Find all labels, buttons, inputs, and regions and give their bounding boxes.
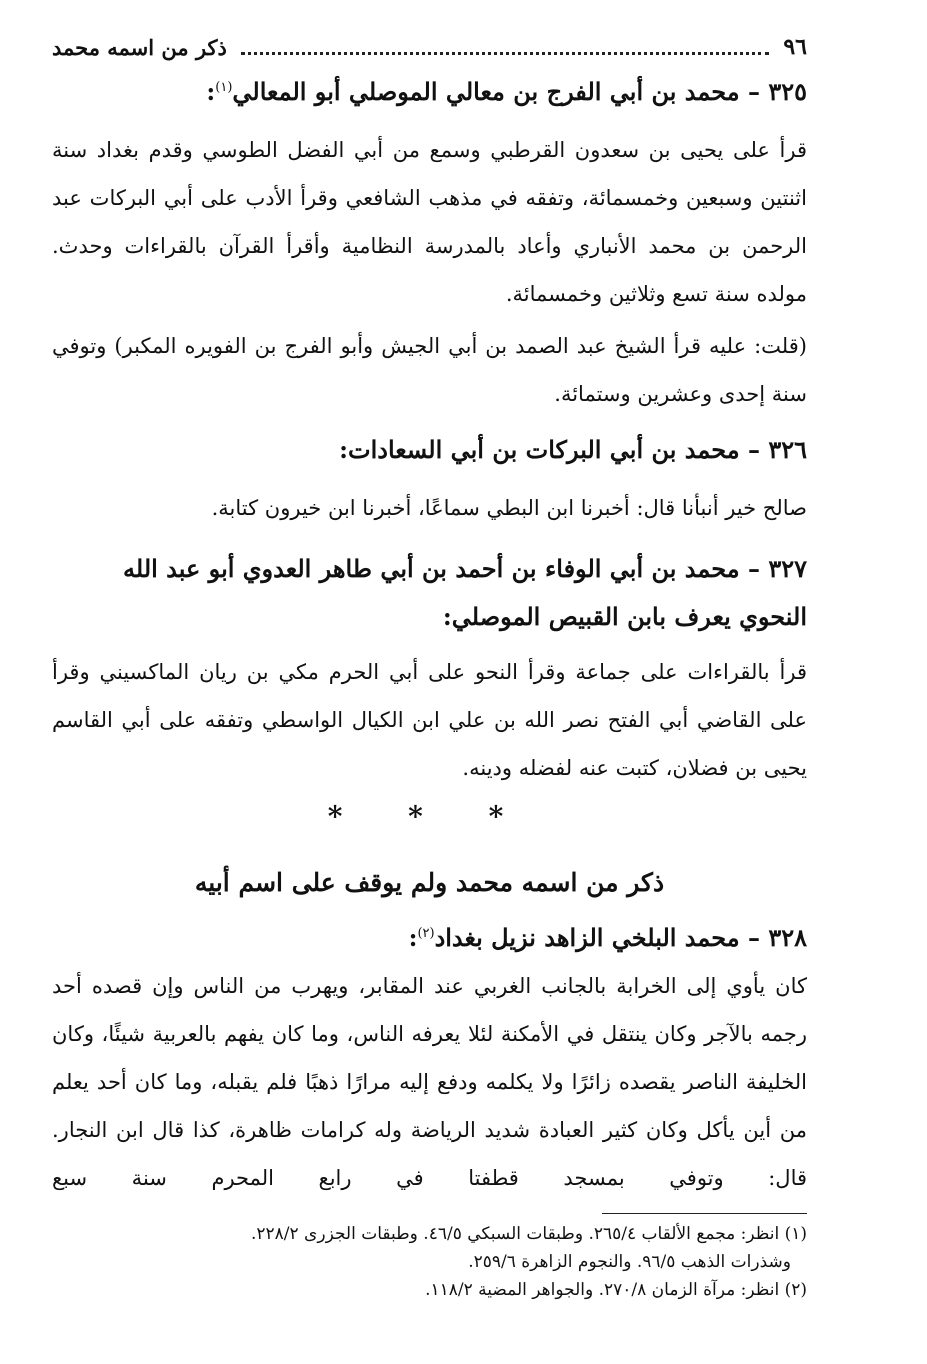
entry-text: كان يأوي إلى الخرابة بالجانب الغربي عند المقابر، ويهرب من الناس وإن قصده أحد رجمه بالآجر وكان ينتقل في الأمكنة لئلا يعرفه الناس، وما كان يفهم بالعربية شيئًا، وكان الخليفة الناصر يقصده زائرًا ولا يكلمه ودفع إليه مرارًا ذهبًا فلم يقبله، وما كان أحد يعلم من أين يأكل وكان كثير العبادة شديد الرياضة وله كرامات ظاهرة، كذا قال ابن النجار. قال: وتوفي بمسجد قطفتا في رابع المحرم سنة سبع xyxy=(52,974,807,1190)
entry-heading: ٣٢٥ – محمد بن أبي الفرج بن معالي الموصلي أبو المعالي$^{(١)}$: xyxy=(206,77,807,106)
entry-heading: ٣٢٧ – محمد بن أبي الوفاء بن أحمد بن أبي طاهر العدوي أبو عبد الله النحوي يعرف بابن القبيص الموصلي: xyxy=(123,554,807,631)
stars-separator: * * * xyxy=(327,800,532,833)
entry-heading: ٣٢٨ – محمد البلخي الزاهد نزيل بغداد$^{(٢)}$: xyxy=(408,923,807,952)
page-number: ٩٦ xyxy=(783,34,807,60)
entry-text: صالح خير أنبأنا قال: أخبرنا ابن البطي سماعًا، أخبرنا ابن خيرون كتابة. xyxy=(211,496,807,520)
footnote-divider xyxy=(602,1213,807,1214)
entry-heading: ٣٢٦ – محمد بن أبي البركات بن أبي السعادات: xyxy=(339,435,807,464)
entry-text: قرأ على يحيى بن سعدون القرطبي وسمع من أبي الفضل الطوسي وقدم بغداد سنة اثنتين وسبعين وخمسمائة، وتفقه في مذهب الشافعي وقرأ الأدب على أبي البركات عبد الرحمن بن محمد الأنباري وأعاد بالمدرسة النظامية وأقرأ القرآن بالقراءات وحدث. مولده سنة تسع وثلاثين وخمسمائة. xyxy=(52,138,807,306)
entry-325 xyxy=(52,64,807,116)
running-head xyxy=(52,30,807,64)
footnote-1: (١) انظر: مجمع الألقاب ٢٦٥/٤. وطبقات السبكي ٤٦/٥. وطبقات الجزرى ٢٢٨/٢. xyxy=(250,1224,807,1244)
footnote-ref[interactable]: (٢) xyxy=(417,926,435,941)
entry-327-body xyxy=(52,648,807,792)
entry-328 xyxy=(52,910,807,962)
entry-325-body xyxy=(52,126,807,318)
running-title: ذكر من اسمه محمد xyxy=(52,34,227,60)
footnote-ref[interactable]: (١) xyxy=(215,80,233,95)
footnote-2: (٢) انظر: مرآة الزمان ٢٧٠/٨. والجواهر المضية ١١٨/٢. xyxy=(425,1280,807,1300)
leader-dots xyxy=(241,52,769,55)
entry-328-body xyxy=(52,962,807,1202)
section-separator xyxy=(52,800,807,833)
footnote-1-continued: وشذرات الذهب ٩٦/٥. والنجوم الزاهرة ٢٥٩/٦. xyxy=(468,1252,791,1272)
entry-326 xyxy=(52,426,807,474)
section-header xyxy=(52,860,807,906)
footnotes xyxy=(52,1220,807,1304)
entry-325-note xyxy=(52,322,807,418)
entry-text: قرأ بالقراءات على جماعة وقرأ النحو على أبي الحرم مكي بن ريان الماكسيني وقرأ على القاضي أبي الفتح نصر الله بن علي ابن الكيال الواسطي وتفقه على أبي القاسم يحيى بن فضلان، كتبت عنه لفضله ودينه. xyxy=(52,660,807,780)
entry-326-body xyxy=(52,484,807,532)
section-title: ذكر من اسمه محمد ولم يوقف على اسم أبيه xyxy=(194,868,665,897)
entry-327 xyxy=(52,545,807,641)
entry-note: (قلت: عليه قرأ الشيخ عبد الصمد بن أبي الجيش وأبو الفرج بن الفويره المكبر) وتوفي سنة إحدى وعشرين وستمائة. xyxy=(52,334,807,406)
